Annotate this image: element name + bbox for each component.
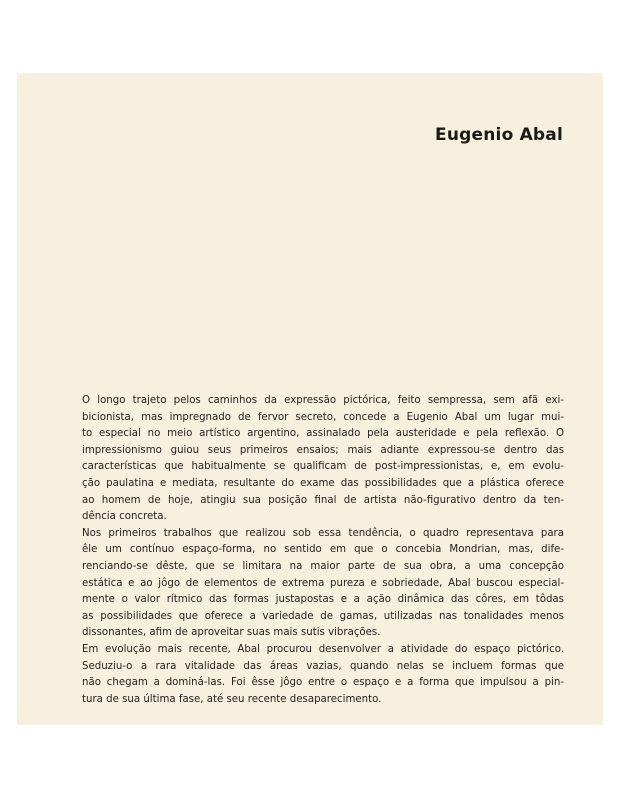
text-line: Em evolução mais recente, Abal procurou desenvolver a atividade do espaço pictórico.: [82, 643, 564, 655]
text-line: Nos primeiros trabalhos que realizou sob essa tendência, o quadro representava para: [82, 527, 564, 539]
document-page: [17, 73, 603, 725]
text-line: renciando-se dêste, que se limitara na maior parte de sua obra, a uma concepção: [82, 560, 564, 572]
text-line: bicionista, mas impregnado de fervor secreto, concede a Eugenio Abal um lugar mui-: [82, 411, 564, 423]
text-line: ção paulatina e mediata, resultante do exame das possibilidades que a plástica oferece: [82, 477, 564, 489]
text-line: dência concreta.: [82, 511, 167, 523]
text-line: estática e ao jôgo de elementos de extrema pureza e sobriedade, Abal buscou especial-: [82, 577, 564, 589]
page-title: Eugenio Abal: [435, 125, 563, 145]
text-line: to especial no meio artístico argentino, assinalado pela austeridade e pela reflexão. O: [82, 428, 564, 440]
text-line: características que habitualmente se qualificam de post-impressionistas, e, em evolu-: [82, 461, 564, 473]
body-text: [82, 393, 564, 708]
text-line: O longo trajeto pelos caminhos da expressão pictórica, feito sempressa, sem afã exi-: [82, 395, 564, 406]
text-line: as possibilidades que oferece a variedade de gamas, utilizadas nas tonalidades menos: [82, 610, 564, 622]
text-line: impressionismo guiou seus primeiros ensaios; mais adiante expressou-se dentro das: [82, 444, 564, 456]
text-line: mente o valor rítmico das formas justapostas e a ação dinâmica das côres, em tôdas: [82, 594, 564, 606]
text-line: não chegam a dominá-las. Foi êsse jôgo entre o espaço e a forma que impulsou a pin-: [82, 677, 564, 689]
text-line: dissonantes, afim de aproveitar suas mais sutis vibrações.: [82, 627, 381, 639]
text-line: Seduziu-o a rara vitalidade das áreas vazias, quando nelas se incluem formas que: [82, 660, 564, 672]
text-line: ao homem de hoje, atingiu sua posição final de artista não-figurativo dentro da ten-: [82, 494, 564, 506]
text-line: êle um contínuo espaço-forma, no sentido em que o concebia Mondrian, mas, dife-: [82, 544, 564, 556]
text-line: tura de sua última fase, até seu recente desaparecimento.: [82, 693, 382, 705]
